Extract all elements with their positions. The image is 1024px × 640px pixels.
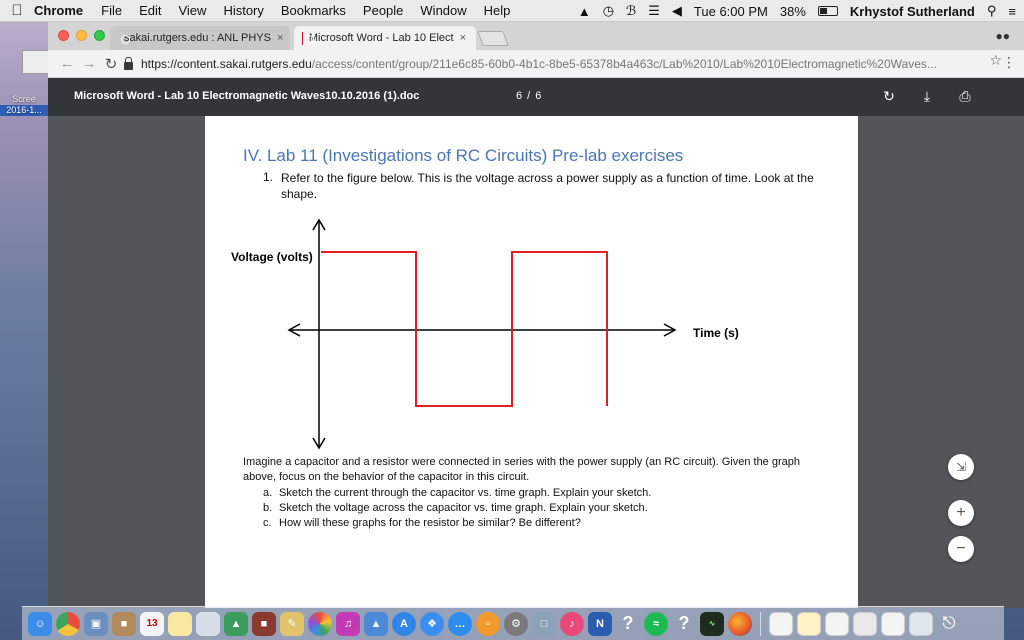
subquestion-letter: c. bbox=[263, 517, 272, 529]
dock-window-thumbnail-2[interactable] bbox=[797, 612, 821, 636]
trash-icon[interactable]: ⎋ bbox=[942, 614, 956, 632]
subquestion-b bbox=[263, 501, 648, 516]
wifi-icon[interactable]: ☰ bbox=[648, 3, 660, 18]
zoom-out-button[interactable]: − bbox=[948, 536, 974, 562]
time-machine-icon[interactable]: ◷ bbox=[602, 3, 615, 18]
x-axis-label: Time (s) bbox=[693, 326, 739, 340]
y-axis-label: Voltage (volts) bbox=[231, 250, 313, 264]
app-store-icon[interactable]: A bbox=[392, 612, 416, 636]
menu-bookmarks[interactable]: Bookmarks bbox=[280, 3, 346, 18]
window-controls bbox=[58, 30, 112, 41]
chrome-menu-icon[interactable]: ⋮ bbox=[1002, 54, 1016, 70]
tab-title: Microsoft Word - Lab 10 Elect bbox=[308, 32, 454, 44]
fit-page-button[interactable]: ⇲ bbox=[948, 454, 974, 480]
subquestion-letter: b. bbox=[263, 502, 273, 514]
reminders-icon[interactable] bbox=[196, 612, 220, 636]
sakai-favicon-icon bbox=[302, 32, 303, 45]
dock-window-thumbnail-5[interactable] bbox=[881, 612, 905, 636]
tab-close-icon[interactable]: × bbox=[459, 32, 466, 44]
preview-icon[interactable]: ▣ bbox=[84, 612, 108, 636]
page-indicator: 6 / 6 bbox=[516, 90, 543, 102]
print-icon[interactable]: ⎙ bbox=[959, 88, 971, 104]
download-icon[interactable]: ⤓ bbox=[923, 88, 931, 104]
spotlight-icon[interactable]: ⚲ bbox=[986, 3, 997, 18]
menu-bar bbox=[0, 0, 1024, 22]
notification-center-icon[interactable]: ≡ bbox=[1008, 3, 1016, 19]
safari-icon[interactable]: ❖ bbox=[420, 612, 444, 636]
clock[interactable]: Tue 6:00 PM bbox=[693, 3, 768, 19]
pages-icon[interactable]: ✎ bbox=[280, 612, 304, 636]
spotify-icon[interactable]: ≈ bbox=[644, 612, 668, 636]
section-heading: IV. Lab 11 (Investigations of RC Circuits) Pre-lab exercises bbox=[243, 146, 684, 165]
photo-booth-icon[interactable]: ■ bbox=[252, 612, 276, 636]
messages-icon[interactable]: … bbox=[448, 612, 472, 636]
subquestion-text: How will these graphs for the resistor be similar? Be different? bbox=[279, 517, 581, 529]
system-preferences-icon[interactable]: ⚙ bbox=[504, 612, 528, 636]
notes-icon[interactable] bbox=[168, 612, 192, 636]
subquestion-a bbox=[263, 486, 651, 501]
close-window-button[interactable] bbox=[58, 30, 69, 41]
lock-icon[interactable] bbox=[124, 62, 133, 70]
tab-word-doc[interactable] bbox=[294, 26, 476, 50]
dock-window-thumbnail-3[interactable] bbox=[825, 612, 849, 636]
chrome-icon[interactable] bbox=[56, 612, 80, 636]
bluetooth-icon[interactable]: ℬ bbox=[626, 3, 637, 18]
firefox-icon[interactable] bbox=[728, 612, 752, 636]
dock-divider bbox=[760, 612, 761, 636]
keynote-icon[interactable]: ▲ bbox=[364, 612, 388, 636]
url-host: https://content.sakai.rutgers.edu bbox=[141, 57, 312, 71]
minimize-window-button[interactable] bbox=[76, 30, 87, 41]
pdf-title: Microsoft Word - Lab 10 Electromagnetic Waves10.10.2016 (1).doc bbox=[74, 90, 420, 102]
url-text[interactable] bbox=[141, 57, 937, 71]
menu-window[interactable]: Window bbox=[420, 3, 467, 18]
zoom-window-button[interactable] bbox=[94, 30, 105, 41]
rotate-icon[interactable]: ↻ bbox=[883, 88, 895, 104]
instructions-paragraph: Imagine a capacitor and a resistor were connected in series with the power supply (an RC circuit). Given the graph above, focus on the behavior of the capacitor in this circuit. bbox=[243, 456, 800, 483]
browser-window bbox=[48, 22, 1024, 608]
volume-icon[interactable]: ◀ bbox=[671, 3, 682, 18]
pdf-toolbar bbox=[48, 79, 1024, 116]
tab-sakai[interactable] bbox=[110, 26, 290, 50]
subquestion-c bbox=[263, 516, 581, 531]
new-tab-button[interactable] bbox=[477, 31, 508, 46]
tab-title: sakai.rutgers.edu : ANL PHYS bbox=[124, 32, 271, 44]
apple-menu-icon[interactable] bbox=[0, 2, 34, 19]
calendar-icon[interactable]: 13 bbox=[140, 612, 164, 636]
bookmark-star-icon[interactable]: ☆ bbox=[989, 52, 1002, 68]
photos-icon[interactable] bbox=[308, 612, 332, 636]
reload-icon[interactable]: ↻ bbox=[104, 55, 118, 73]
dock-window-thumbnail-4[interactable] bbox=[853, 612, 877, 636]
maps-icon[interactable]: ▲ bbox=[224, 612, 248, 636]
incognito-profile-icon[interactable]: ●● bbox=[995, 29, 1010, 43]
app-menu[interactable]: Chrome bbox=[34, 3, 84, 18]
url-path: /access/content/group/211e6c85-60b0-4b1c-8be5-65378b4a463c/Lab%2010/Lab%2010Electromagnetic%20Waves... bbox=[311, 57, 937, 71]
drive-icon[interactable]: ▲ bbox=[577, 3, 591, 19]
pdf-viewer[interactable] bbox=[48, 116, 1024, 608]
activity-monitor-icon[interactable]: ∿ bbox=[700, 612, 724, 636]
question-number: 1. bbox=[263, 170, 274, 184]
question-text: Refer to the figure below. This is the voltage across a power supply as a function of time. Look at the shape. bbox=[281, 171, 814, 201]
menu-history[interactable]: History bbox=[223, 3, 264, 18]
menu-file[interactable]: File bbox=[101, 3, 123, 18]
image-capture-icon[interactable]: □ bbox=[532, 612, 556, 636]
desktop-file-thumbnail[interactable] bbox=[22, 50, 50, 74]
tab-close-icon[interactable]: × bbox=[276, 32, 284, 44]
onenote-icon[interactable]: N bbox=[588, 612, 612, 636]
ibooks-icon[interactable]: ▫ bbox=[476, 612, 500, 636]
tab-strip bbox=[48, 22, 1024, 50]
menu-help[interactable]: Help bbox=[483, 3, 511, 18]
subquestion-text: Sketch the voltage across the capacitor vs. time graph. Explain your sketch. bbox=[279, 502, 648, 514]
battery-percent[interactable]: 38% bbox=[779, 3, 806, 19]
music-icon[interactable]: ♪ bbox=[560, 612, 584, 636]
battery-icon[interactable] bbox=[818, 6, 838, 16]
zoom-in-button[interactable]: + bbox=[948, 500, 974, 526]
pdf-page bbox=[205, 116, 858, 608]
menu-people[interactable]: People bbox=[362, 3, 404, 18]
square-wave-line bbox=[321, 252, 607, 406]
desktop-file-label-line2: 2016-1... bbox=[0, 105, 48, 116]
forward-icon[interactable]: → bbox=[81, 55, 97, 72]
downloads-stack-icon[interactable] bbox=[909, 612, 933, 636]
subquestion-text: Sketch the current through the capacitor vs. time graph. Explain your sketch. bbox=[279, 487, 652, 499]
help-question-icon[interactable]: ? bbox=[622, 613, 634, 633]
user-menu[interactable]: Krhystof Sutherland bbox=[849, 3, 975, 19]
menu-edit[interactable]: Edit bbox=[139, 3, 162, 18]
menu-view[interactable]: View bbox=[178, 3, 207, 18]
desktop-file-label[interactable] bbox=[0, 94, 48, 116]
address-bar[interactable] bbox=[124, 53, 992, 75]
finder-icon[interactable]: ☺ bbox=[28, 612, 52, 636]
browser-toolbar bbox=[48, 50, 1024, 78]
back-icon[interactable]: ← bbox=[59, 55, 75, 72]
desktop-file-label-line1: Scree bbox=[12, 94, 36, 104]
dock-window-thumbnail-1[interactable] bbox=[769, 612, 793, 636]
subquestion-letter: a. bbox=[263, 487, 273, 499]
contacts-icon[interactable]: ■ bbox=[112, 612, 136, 636]
dock bbox=[22, 606, 1004, 640]
itunes-icon[interactable]: ♫ bbox=[336, 612, 360, 636]
voltage-time-graph bbox=[225, 216, 825, 466]
help-question-icon-2[interactable]: ? bbox=[678, 613, 690, 633]
